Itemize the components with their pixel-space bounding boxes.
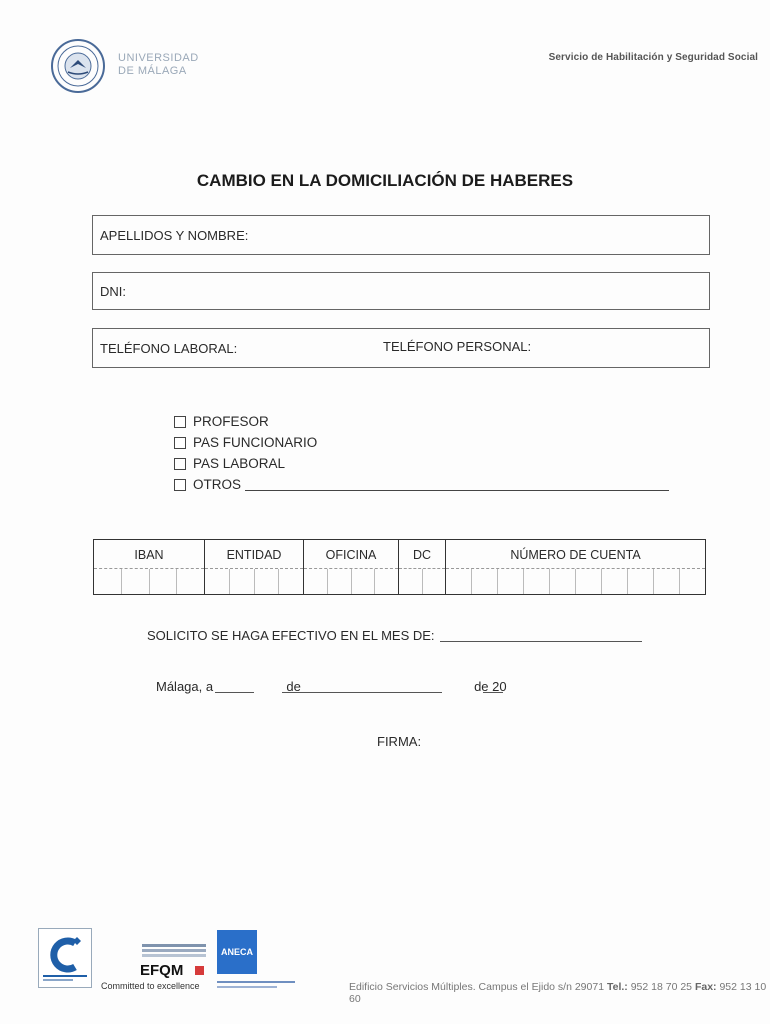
- digit-cell[interactable]: [230, 569, 255, 594]
- digit-cell[interactable]: [304, 569, 328, 594]
- digit-cell[interactable]: [205, 569, 230, 594]
- date-year-label: de 20: [474, 679, 507, 694]
- digit-cell[interactable]: [472, 569, 498, 594]
- phone-personal-label: TELÉFONO PERSONAL:: [383, 339, 532, 354]
- digit-cell[interactable]: [680, 569, 705, 594]
- digit-cell[interactable]: [279, 569, 303, 594]
- efqm-logo-text: EFQM: [140, 962, 184, 979]
- digit-cell[interactable]: [602, 569, 628, 594]
- digit-cell[interactable]: [255, 569, 280, 594]
- bank-col-dc: [399, 540, 446, 594]
- date-de-label: de: [286, 679, 301, 694]
- digit-cell[interactable]: [352, 569, 376, 594]
- efqm-red-square-icon: [195, 966, 204, 975]
- dc-digit-cells[interactable]: [399, 568, 445, 594]
- month-fill-line[interactable]: [282, 692, 442, 693]
- category-profesor[interactable]: [174, 414, 269, 429]
- digit-cell[interactable]: [498, 569, 524, 594]
- quality-certification-logo-icon: [38, 928, 92, 988]
- checkbox-otros[interactable]: [174, 479, 186, 491]
- digit-cell[interactable]: [423, 569, 446, 594]
- form-title: CAMBIO EN LA DOMICILIACIÓN DE HABERES: [196, 171, 574, 190]
- digit-cell[interactable]: [654, 569, 680, 594]
- bank-header-numero-cuenta: NÚMERO DE CUENTA: [510, 548, 641, 562]
- year-fill-line[interactable]: [483, 692, 503, 693]
- footer-address-text: Edificio Servicios Múltiples. Campus el Ejido s/n 29071: [349, 981, 605, 993]
- footer-fax-label: Fax:: [694, 981, 717, 993]
- day-fill-line[interactable]: [215, 692, 254, 693]
- digit-cell[interactable]: [524, 569, 550, 594]
- oficina-digit-cells[interactable]: [304, 568, 398, 594]
- footer-address: [349, 981, 770, 1005]
- digit-cell[interactable]: [328, 569, 352, 594]
- footer-tel-label: Tel.:: [606, 981, 628, 993]
- aneca-subtitle-icon: [217, 978, 297, 990]
- bank-header-oficina: OFICINA: [325, 548, 377, 562]
- category-pas-laboral[interactable]: [174, 456, 285, 471]
- university-seal-icon: [48, 38, 112, 94]
- bank-header-dc: DC: [412, 548, 432, 562]
- category-pas-funcionario[interactable]: [174, 435, 317, 450]
- request-month-label: SOLICITO SE HAGA EFECTIVO EN EL MES DE:: [147, 628, 435, 643]
- university-name-line1: UNIVERSIDAD: [118, 52, 199, 64]
- iban-digit-cells[interactable]: [94, 568, 204, 594]
- request-month-fill-line[interactable]: [440, 641, 642, 642]
- digit-cell[interactable]: [446, 569, 472, 594]
- digit-cell[interactable]: [628, 569, 654, 594]
- category-profesor-label: PROFESOR: [193, 414, 269, 429]
- name-field-label: APELLIDOS Y NOMBRE:: [100, 228, 249, 243]
- digit-cell[interactable]: [122, 569, 150, 594]
- digit-cell[interactable]: [177, 569, 204, 594]
- digit-cell[interactable]: [576, 569, 602, 594]
- footer-fax: 952 13 10 60: [349, 981, 767, 1005]
- digit-cell[interactable]: [150, 569, 178, 594]
- checkbox-pas-laboral[interactable]: [174, 458, 186, 470]
- digit-cell[interactable]: [550, 569, 576, 594]
- bank-col-oficina: [304, 540, 399, 594]
- entidad-digit-cells[interactable]: [205, 568, 303, 594]
- date-place-label: Málaga, a: [156, 679, 214, 694]
- category-otros-label: OTROS: [193, 477, 242, 492]
- university-name-line2: DE MÁLAGA: [118, 65, 187, 77]
- signature-label: FIRMA:: [377, 734, 422, 749]
- numero-digit-cells[interactable]: [446, 568, 705, 594]
- dni-field-box[interactable]: [92, 272, 710, 310]
- university-name: [118, 52, 199, 78]
- bank-account-table: [93, 539, 706, 595]
- phone-work-label: TELÉFONO LABORAL:: [100, 341, 238, 356]
- checkbox-pas-funcionario[interactable]: [174, 437, 186, 449]
- footer-tel: 952 18 70 25: [630, 981, 693, 993]
- aneca-logo: ANECA: [217, 930, 257, 974]
- digit-cell[interactable]: [94, 569, 122, 594]
- bank-col-numero-cuenta: [446, 540, 705, 594]
- digit-cell[interactable]: [375, 569, 398, 594]
- checkbox-profesor[interactable]: [174, 416, 186, 428]
- bank-col-iban: [94, 540, 205, 594]
- category-otros[interactable]: [174, 477, 241, 492]
- bank-header-iban: IBAN: [134, 548, 164, 562]
- category-pas-funcionario-label: PAS FUNCIONARIO: [193, 435, 318, 450]
- service-name: Servicio de Habilitación y Seguridad Social: [548, 52, 758, 63]
- category-pas-laboral-label: PAS LABORAL: [193, 456, 286, 471]
- bank-header-entidad: ENTIDAD: [226, 548, 282, 562]
- dni-field-label: DNI:: [100, 284, 126, 299]
- digit-cell[interactable]: [399, 569, 423, 594]
- otros-fill-line[interactable]: [245, 490, 669, 491]
- efqm-stripes-icon: [142, 944, 206, 960]
- efqm-tagline: Committed to excellence: [101, 981, 200, 991]
- bank-col-entidad: [205, 540, 304, 594]
